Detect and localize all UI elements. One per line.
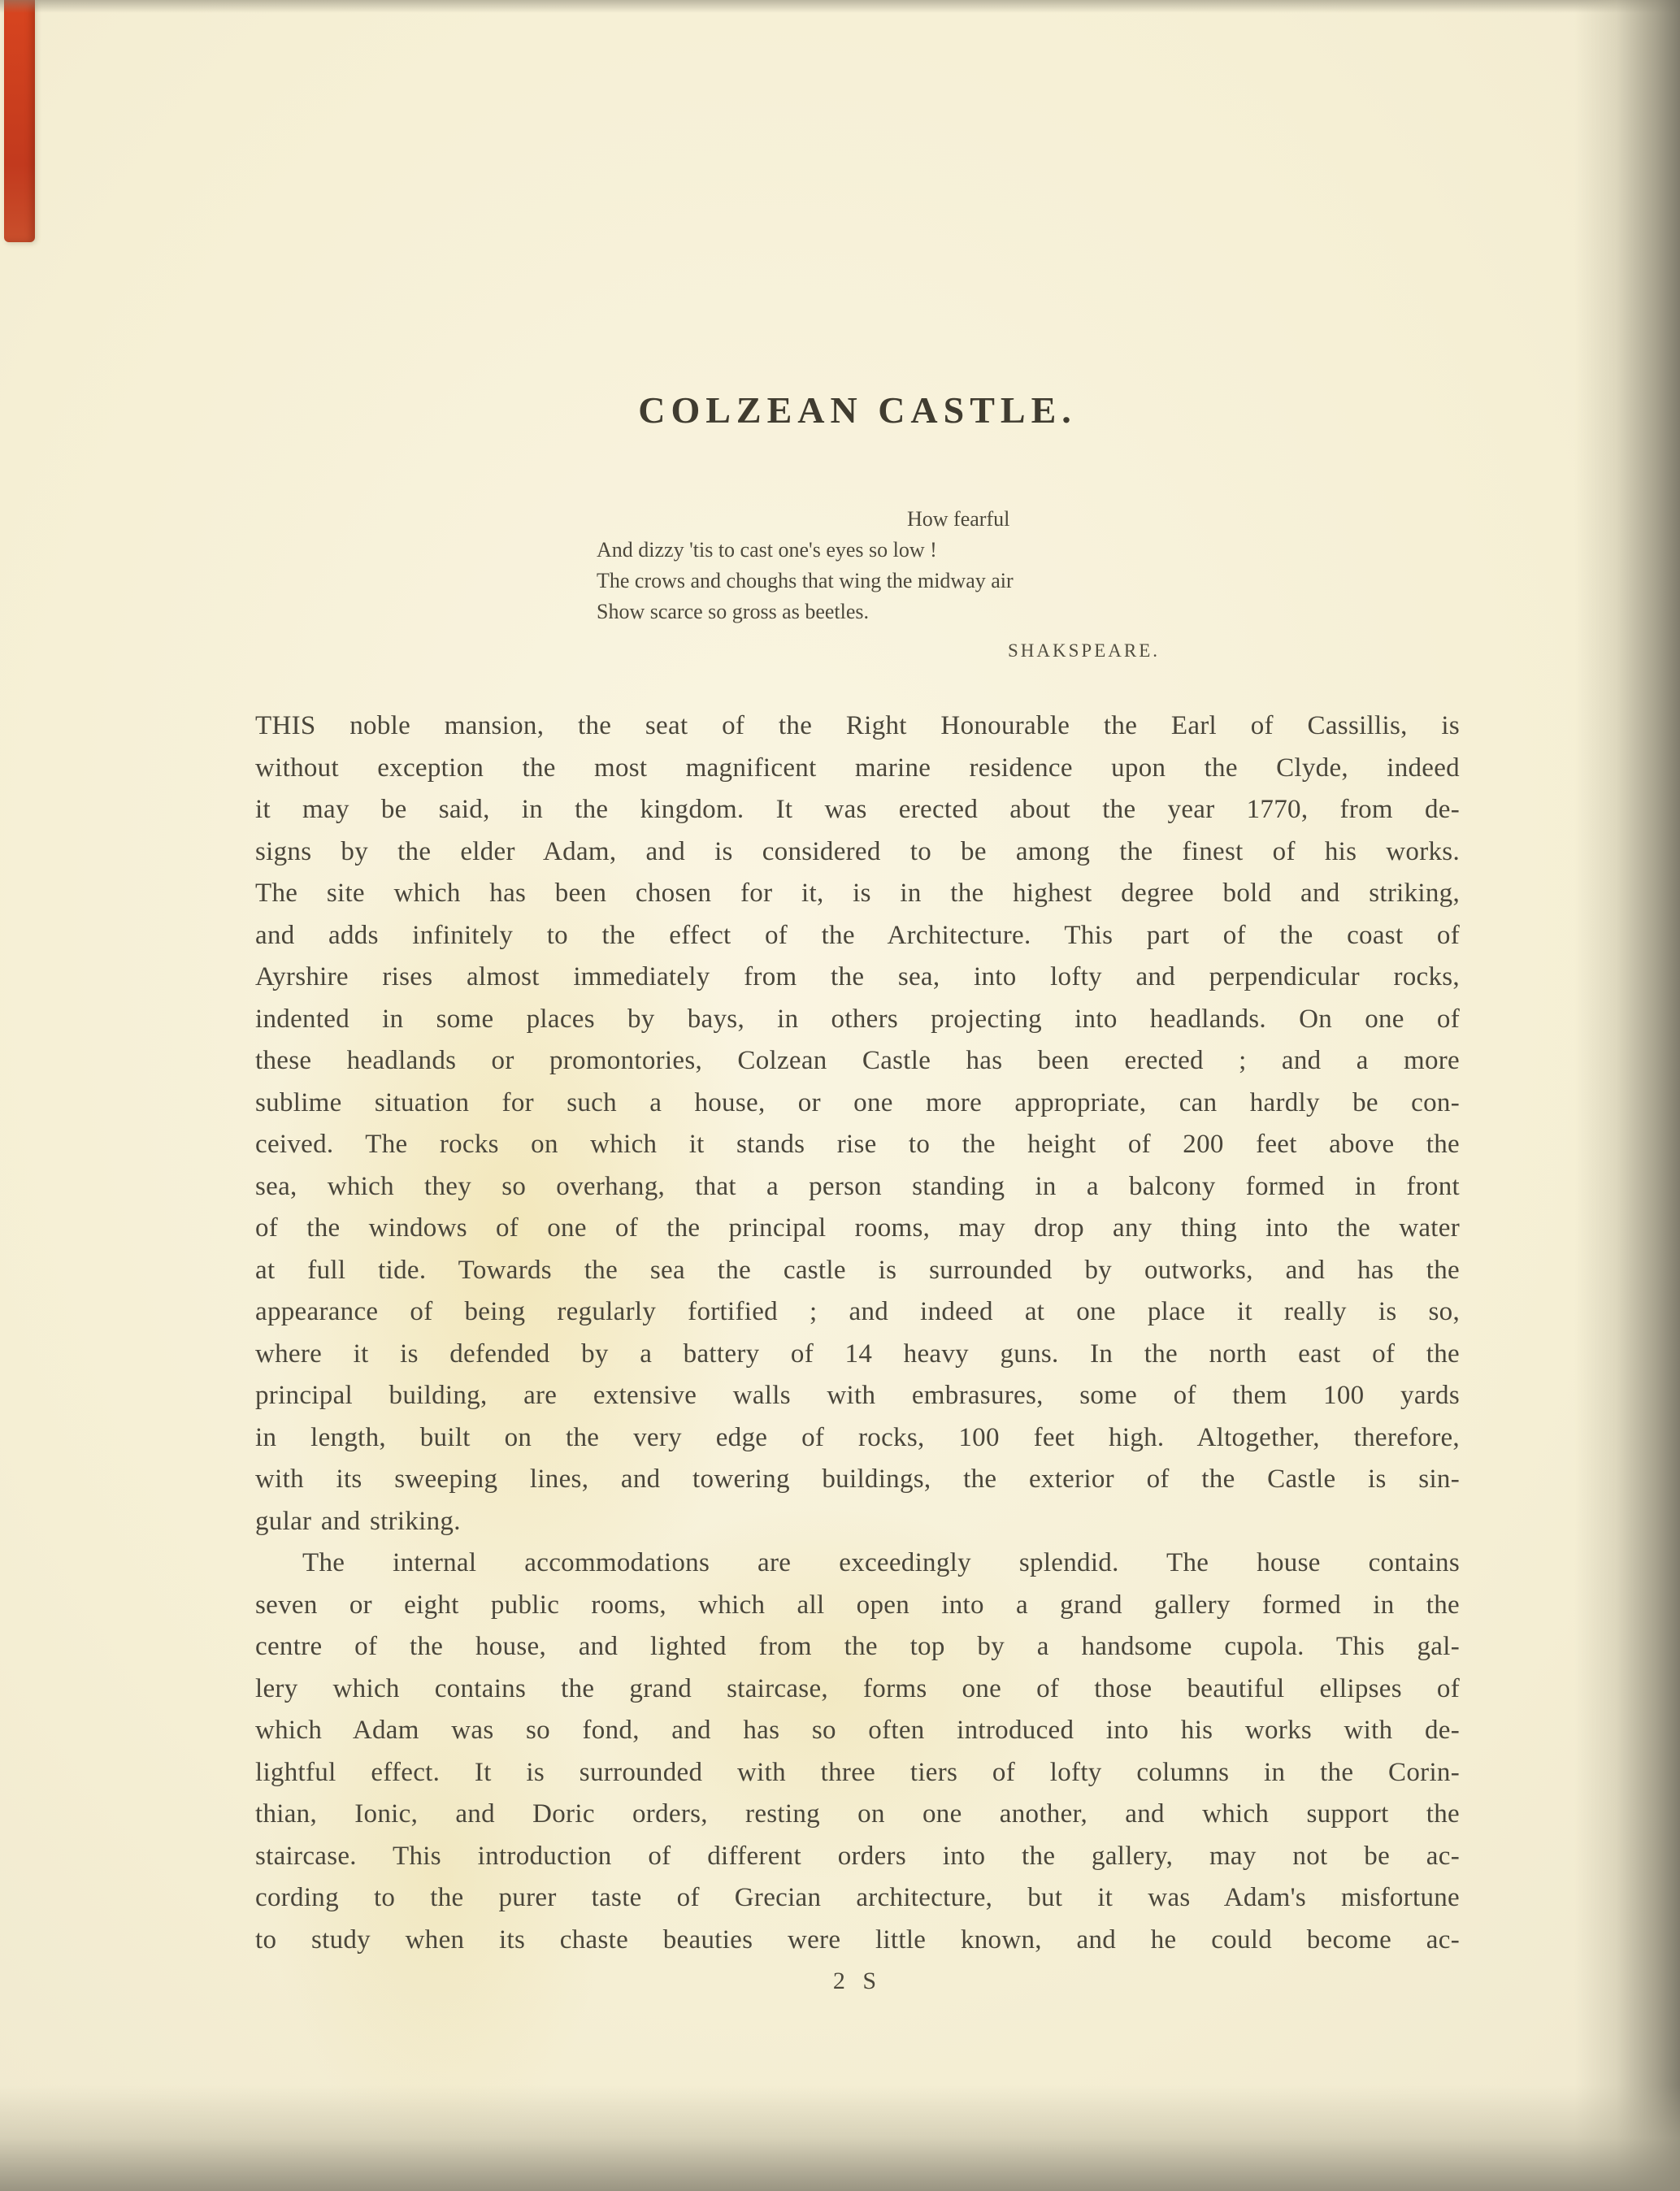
- text-line: THIS noble mansion, the seat of the Right Honourable the Earl of Cassillis, is: [255, 711, 1460, 740]
- text-line: Ayrshire rises almost immediately from the sea, into lofty and perpendicular rocks,: [255, 962, 1460, 991]
- text-line: thian, Ionic, and Doric orders, resting on one another, and which support the: [255, 1799, 1460, 1829]
- text-line: it may be said, in the kingdom. It was erected about the year 1770, from de-: [255, 795, 1460, 824]
- text-line: and adds infinitely to the effect of the Architecture. This part of the coast of: [255, 920, 1460, 950]
- epigraph-lines: [597, 504, 1460, 627]
- epigraph: [597, 504, 1460, 666]
- text-line: signs by the elder Adam, and is considered to be among the finest of his works.: [255, 836, 1460, 866]
- text-line: where it is defended by a battery of 14 heavy guns. In the north east of the: [255, 1338, 1460, 1369]
- text-line: these headlands or promontories, Colzean Castle has been erected ; and a more: [255, 1046, 1460, 1075]
- text-line: appearance of being regularly fortified ; and indeed at one place it really is so,: [255, 1297, 1460, 1326]
- text-line: ceived. The rocks on which it stands rise to the height of 200 feet above the: [255, 1130, 1460, 1159]
- text-line: lery which contains the grand staircase, forms one of those beautiful ellipses of: [255, 1673, 1460, 1703]
- text-line: The internal accommodations are exceedingly splendid. The house contains: [302, 1548, 1460, 1577]
- text-line: The site which has been chosen for it, is in the highest degree bold and striking,: [255, 879, 1460, 908]
- text-line: indented in some places by bays, in others projecting into headlands. On one of: [255, 1004, 1460, 1034]
- text-line: principal building, are extensive walls with embrasures, some of them 100 yards: [255, 1381, 1460, 1410]
- text-line: in length, built on the very edge of rocks, 100 feet high. Altogether, therefore,: [255, 1422, 1460, 1452]
- epigraph-line: Show scarce so gross as beetles.: [597, 600, 870, 623]
- text-line: seven or eight public rooms, which all open into a grand gallery formed in the: [255, 1590, 1460, 1620]
- epigraph-attribution: SHAKSPEARE.: [1008, 640, 1161, 661]
- epigraph-line: How fearful: [907, 507, 1010, 531]
- epigraph-line: The crows and choughs that wing the midway air: [597, 569, 1014, 592]
- text-line: gular and striking.: [255, 1506, 461, 1536]
- paragraph: [255, 705, 1460, 1542]
- text-line: cording to the purer taste of Grecian architecture, but it was Adam's misfortune: [255, 1883, 1460, 1912]
- text-line: with its sweeping lines, and towering buildings, the exterior of the Castle is sin-: [255, 1464, 1460, 1494]
- text-line: sea, which they so overhang, that a person standing in a balcony formed in front: [255, 1171, 1460, 1201]
- text-line: staircase. This introduction of different orders into the gallery, may not be ac-: [255, 1841, 1460, 1871]
- paragraph: [255, 1542, 1460, 1961]
- text-line: which Adam was so fond, and has so often introduced into his works with de-: [255, 1716, 1460, 1745]
- red-bookmark-strip: [4, 0, 35, 242]
- epigraph-line: And dizzy 'tis to cast one's eyes so low !: [597, 538, 937, 562]
- text-line: to study when its chaste beauties were little known, and he could become ac-: [255, 1924, 1460, 1955]
- page-edge-bottom-shadow: [0, 2085, 1680, 2191]
- page-title: COLZEAN CASTLE.: [638, 389, 1077, 431]
- text-line: of the windows of one of the principal rooms, may drop any thing into the water: [255, 1213, 1460, 1243]
- text-line: sublime situation for such a house, or one more appropriate, can hardly be con-: [255, 1087, 1460, 1117]
- text-line: centre of the house, and lighted from the top by a handsome cupola. This gal-: [255, 1632, 1460, 1661]
- page-content: [255, 0, 1460, 1995]
- page-edge-right-shadow: [1574, 0, 1680, 2191]
- page-signature-mark: 2 S: [832, 1968, 883, 1994]
- text-line: without exception the most magnificent marine residence upon the Clyde, indeed: [255, 753, 1460, 783]
- text-line: at full tide. Towards the sea the castle is surrounded by outworks, and has the: [255, 1255, 1460, 1285]
- text-line: lightful effect. It is surrounded with three tiers of lofty columns in the Corin-: [255, 1757, 1460, 1787]
